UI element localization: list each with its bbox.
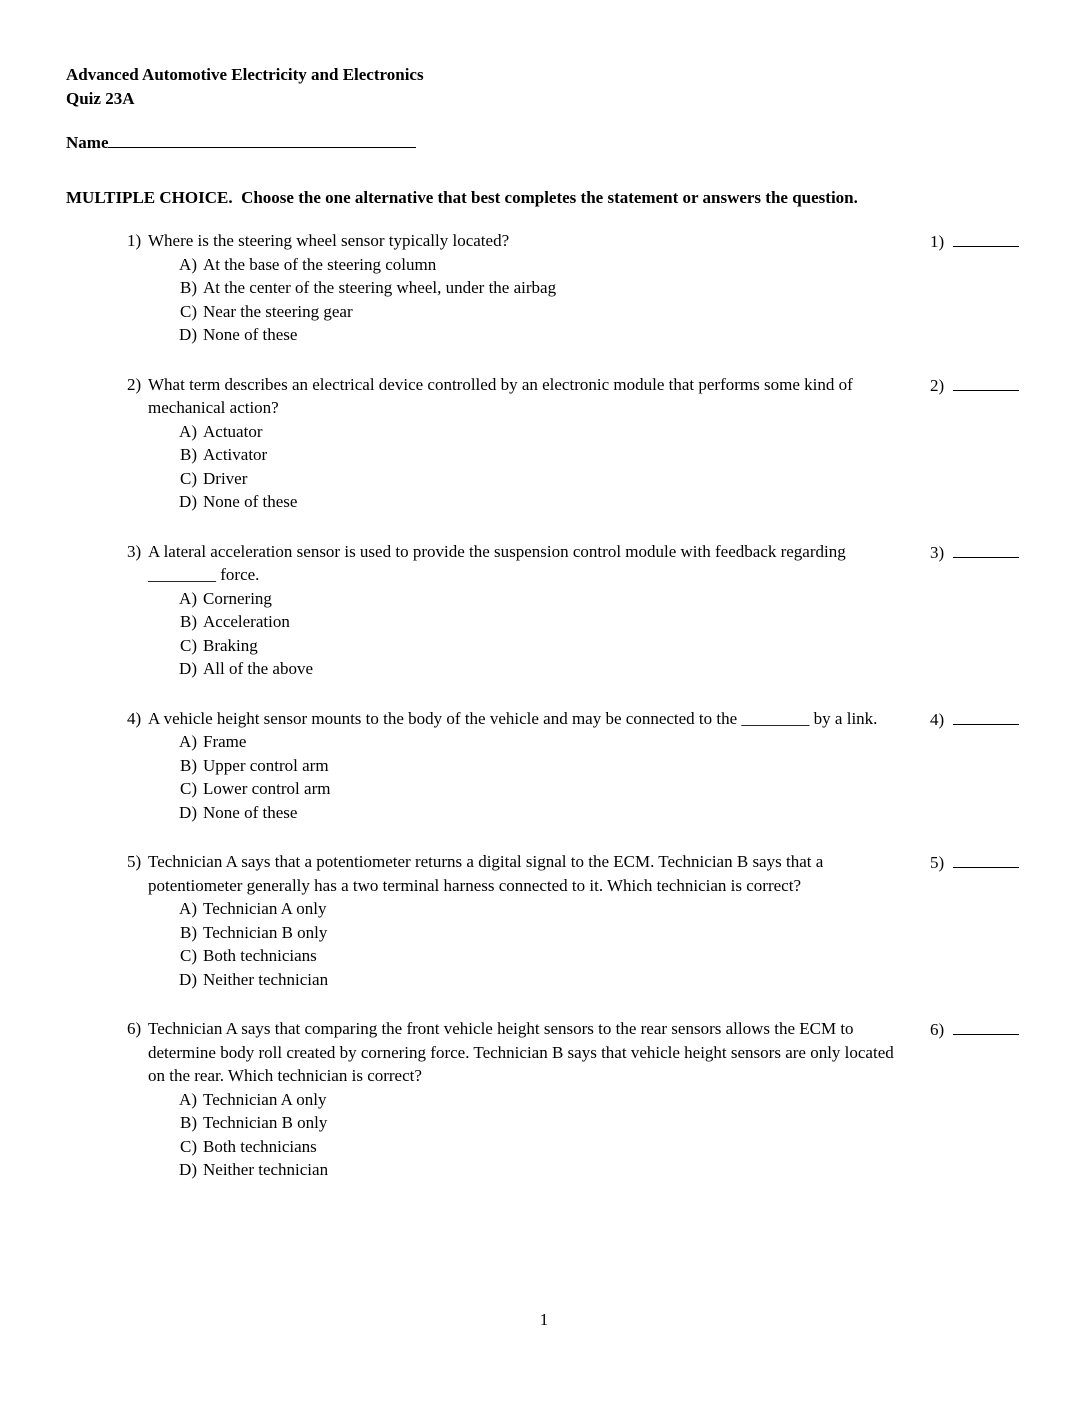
choice-letter: A) bbox=[179, 588, 197, 608]
answer-slot bbox=[930, 850, 1022, 875]
question-body bbox=[66, 373, 930, 514]
question-text-row bbox=[127, 229, 906, 253]
question-body bbox=[66, 850, 930, 991]
choice-letter: D) bbox=[179, 325, 197, 344]
choice-text: Driver bbox=[203, 468, 248, 488]
answer-slot bbox=[930, 229, 1022, 254]
question-number: 2) bbox=[127, 374, 142, 394]
choice-text: Neither technician bbox=[203, 969, 329, 989]
choice-c bbox=[175, 467, 906, 491]
question-text: What term describes an electrical device controlled by an electronic module that performs some kind of mechanical action? bbox=[148, 374, 853, 417]
choice-letter: C) bbox=[180, 946, 197, 965]
answer-blank-line bbox=[953, 707, 1019, 725]
choice-b bbox=[175, 921, 906, 945]
choice-text: Technician A only bbox=[203, 1089, 327, 1109]
choice-d bbox=[175, 323, 906, 347]
choice-text: Actuator bbox=[203, 421, 263, 441]
question-6 bbox=[66, 1017, 1022, 1182]
choice-text: None of these bbox=[203, 802, 298, 822]
answer-slot bbox=[930, 540, 1022, 565]
answer-slot bbox=[930, 707, 1022, 732]
choice-text: All of the above bbox=[203, 659, 313, 678]
choice-c bbox=[175, 1135, 906, 1159]
choice-c bbox=[175, 634, 906, 658]
question-text: A vehicle height sensor mounts to the body of the vehicle and may be connected to the ________ by a link. bbox=[148, 708, 878, 728]
answer-number: 2) bbox=[930, 375, 945, 395]
question-text: Technician A says that a potentiometer returns a digital signal to the ECM. Technician B says that a potentiometer generally has a two terminal harness connected to it. Which technician is correct? bbox=[148, 852, 824, 895]
choice-letter: B) bbox=[180, 1113, 197, 1132]
choice-letter: C) bbox=[180, 779, 197, 798]
choice-b bbox=[175, 443, 906, 467]
question-text: Where is the steering wheel sensor typically located? bbox=[148, 231, 510, 250]
question-2 bbox=[66, 373, 1022, 514]
choice-c bbox=[175, 944, 906, 968]
choice-letter: A) bbox=[179, 899, 197, 918]
question-3 bbox=[66, 540, 1022, 681]
choice-a bbox=[175, 1088, 906, 1112]
choice-text: Both technicians bbox=[203, 946, 317, 965]
question-number: 1) bbox=[127, 231, 142, 250]
answer-number: 1) bbox=[930, 232, 945, 251]
choice-text: None of these bbox=[203, 492, 298, 511]
choice-d bbox=[175, 490, 906, 514]
question-1 bbox=[66, 229, 1022, 347]
question-text-row bbox=[127, 373, 906, 420]
answer-number: 3) bbox=[930, 542, 945, 562]
choice-letter: D) bbox=[179, 1160, 197, 1179]
choice-b bbox=[175, 754, 906, 778]
question-number: 5) bbox=[127, 852, 142, 871]
instructions-heading: MULTIPLE CHOICE. Choose the one alternative that best completes the statement or answers the question. bbox=[66, 187, 858, 207]
choice-a bbox=[175, 897, 906, 921]
choice-c bbox=[175, 300, 906, 324]
question-text: Technician A says that comparing the front vehicle height sensors to the rear sensors allows the ECM to determine body roll created by cornering force. Technician B says that vehicle height sensors are only located on the rear. Which technician is correct? bbox=[148, 1019, 894, 1085]
choice-d bbox=[175, 801, 906, 825]
page-number: 1 bbox=[539, 1310, 549, 1329]
choice-letter: A) bbox=[179, 1089, 197, 1109]
choice-b bbox=[175, 610, 906, 634]
question-4 bbox=[66, 707, 1022, 825]
question-number: 6) bbox=[127, 1019, 142, 1038]
choice-letter: B) bbox=[180, 278, 197, 297]
question-number: 4) bbox=[127, 708, 142, 728]
choice-text: Technician B only bbox=[203, 1113, 328, 1132]
choice-a bbox=[175, 730, 906, 754]
choice-text: Technician B only bbox=[203, 922, 328, 942]
answer-blank-line bbox=[953, 850, 1019, 868]
choice-text: At the base of the steering column bbox=[203, 254, 437, 274]
question-text-row bbox=[127, 850, 906, 897]
question-5 bbox=[66, 850, 1022, 991]
question-body bbox=[66, 229, 930, 347]
choice-d bbox=[175, 968, 906, 992]
question-text-row bbox=[127, 1017, 906, 1088]
choice-a bbox=[175, 253, 906, 277]
choice-letter: A) bbox=[179, 254, 197, 274]
answer-blank-line bbox=[953, 540, 1019, 558]
answer-slot bbox=[930, 1017, 1022, 1042]
name-label: Name bbox=[66, 133, 109, 152]
question-text: A lateral acceleration sensor is used to provide the suspension control module with feedback regarding ________ force. bbox=[148, 541, 846, 584]
choice-text: Technician A only bbox=[203, 899, 327, 918]
choice-d bbox=[175, 657, 906, 681]
choice-letter: C) bbox=[180, 635, 197, 655]
course-title: Advanced Automotive Electricity and Electronics bbox=[66, 65, 424, 84]
choice-letter: B) bbox=[180, 755, 197, 775]
answer-blank-line bbox=[953, 229, 1019, 247]
question-number: 3) bbox=[127, 541, 142, 561]
choice-letter: D) bbox=[179, 802, 197, 822]
quiz-title: Quiz 23A bbox=[66, 88, 135, 108]
question-body bbox=[66, 540, 930, 681]
choice-text: Near the steering gear bbox=[203, 301, 353, 321]
name-row bbox=[66, 130, 1022, 155]
choice-letter: B) bbox=[180, 922, 197, 942]
choice-text: Frame bbox=[203, 732, 247, 751]
choice-a bbox=[175, 420, 906, 444]
choice-letter: C) bbox=[180, 1136, 197, 1156]
choice-letter: D) bbox=[179, 492, 197, 511]
choice-letter: A) bbox=[179, 732, 197, 751]
question-body bbox=[66, 1017, 930, 1182]
choice-text: Neither technician bbox=[203, 1160, 329, 1179]
choice-d bbox=[175, 1158, 906, 1182]
choice-a bbox=[175, 587, 906, 611]
answer-number: 4) bbox=[930, 709, 945, 729]
question-text-row bbox=[127, 540, 906, 587]
choice-text: Cornering bbox=[203, 588, 272, 608]
choice-text: Both technicians bbox=[203, 1136, 317, 1156]
choice-letter: C) bbox=[180, 301, 197, 321]
choice-b bbox=[175, 1111, 906, 1135]
choice-letter: A) bbox=[179, 421, 197, 441]
choice-text: Lower control arm bbox=[203, 779, 331, 798]
answer-number: 6) bbox=[930, 1020, 945, 1039]
choice-letter: B) bbox=[180, 445, 197, 464]
choice-c bbox=[175, 777, 906, 801]
choice-b bbox=[175, 276, 906, 300]
answer-number: 5) bbox=[930, 853, 945, 872]
question-list bbox=[66, 229, 1022, 1182]
choice-text: Braking bbox=[203, 635, 258, 655]
choice-text: Acceleration bbox=[203, 612, 290, 631]
choice-text: Activator bbox=[203, 445, 268, 464]
question-text-row bbox=[127, 707, 906, 731]
name-blank-line bbox=[108, 130, 416, 148]
choice-letter: B) bbox=[180, 612, 197, 631]
choice-text: At the center of the steering wheel, under the airbag bbox=[203, 278, 557, 297]
answer-slot bbox=[930, 373, 1022, 398]
answer-blank-line bbox=[953, 373, 1019, 391]
answer-blank-line bbox=[953, 1017, 1019, 1035]
choice-letter: D) bbox=[179, 659, 197, 678]
choice-text: None of these bbox=[203, 325, 298, 344]
choice-text: Upper control arm bbox=[203, 755, 329, 775]
choice-letter: D) bbox=[179, 969, 197, 989]
question-body bbox=[66, 707, 930, 825]
choice-letter: C) bbox=[180, 468, 197, 488]
